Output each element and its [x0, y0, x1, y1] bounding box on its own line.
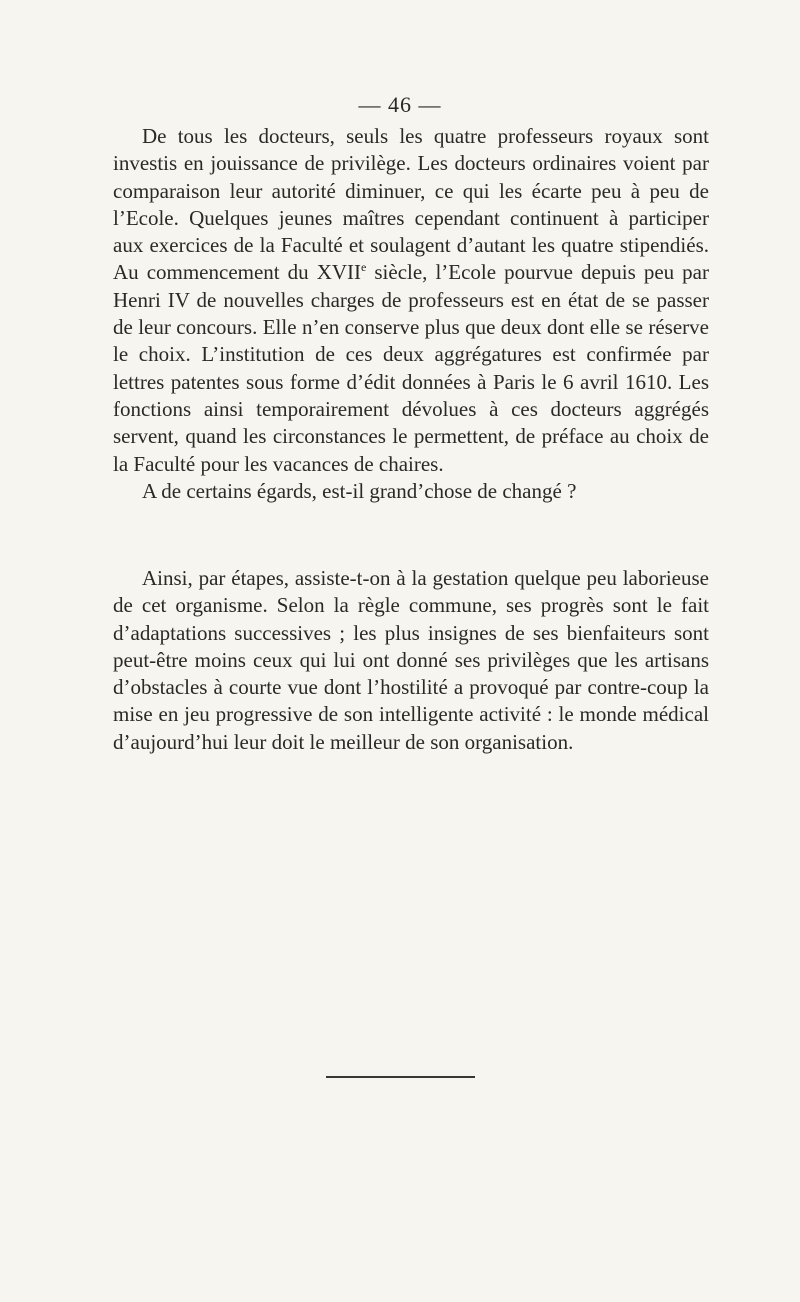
- section-end-rule: [326, 1076, 475, 1078]
- paragraph-1-text: [113, 123, 709, 478]
- page-number: — 46 —: [358, 92, 442, 117]
- paragraph-1-closing-line: A de certains égards, est-il grand’chose de changé ?: [142, 478, 577, 503]
- paragraph-1-part-b: siècle, l’Ecole pourvue depuis peu par Henri IV de nouvelles charges de professeurs est en état de se passer de leur concours. Elle n’en conserve plus que deux dont elle se réserve le choix. L’institution de ces deux aggrégatures est confirmée par lettres patentes sous forme d’édit données à Paris le 6 avril 1610. Les fonctions ainsi temporairement dévolues à ces docteurs aggrégés servent, quand les circonstances le permettent, de préface au choix de la Faculté pour les vacances de chaires.: [113, 260, 709, 476]
- century-superscript: e: [361, 260, 367, 275]
- paragraph-2: [113, 565, 709, 756]
- paragraph-1: [113, 123, 709, 505]
- paragraph-2-text: Ainsi, par étapes, assiste-t-on à la gestation quelque peu laborieuse de cet organisme. Selon la règle commune, ses progrès sont le fait d’adaptations successives ; les plus insignes de ses bienfaiteurs sont peut-être moins ceux qui lui ont donné ses privilèges que les artisans d’obstacles à courte vue dont l’hostilité a provoqué par contre-coup la mise en jeu progressive de son intelligente activité : le monde médical d’aujourd’hui leur doit le meilleur de son organisation.: [113, 566, 709, 754]
- paragraph-1-part-a: De tous les docteurs, seuls les quatre professeurs royaux sont investis en jouissance de privilège. Les docteurs ordinaires voient par comparaison leur autorité diminuer, ce qui les écarte peu à peu de l’Ecole. Quelques jeunes maîtres cependant continuent à participer aux exercices de la Faculté et soulagent d’autant les quatre stipendiés. Au commencement du XVII: [113, 124, 709, 285]
